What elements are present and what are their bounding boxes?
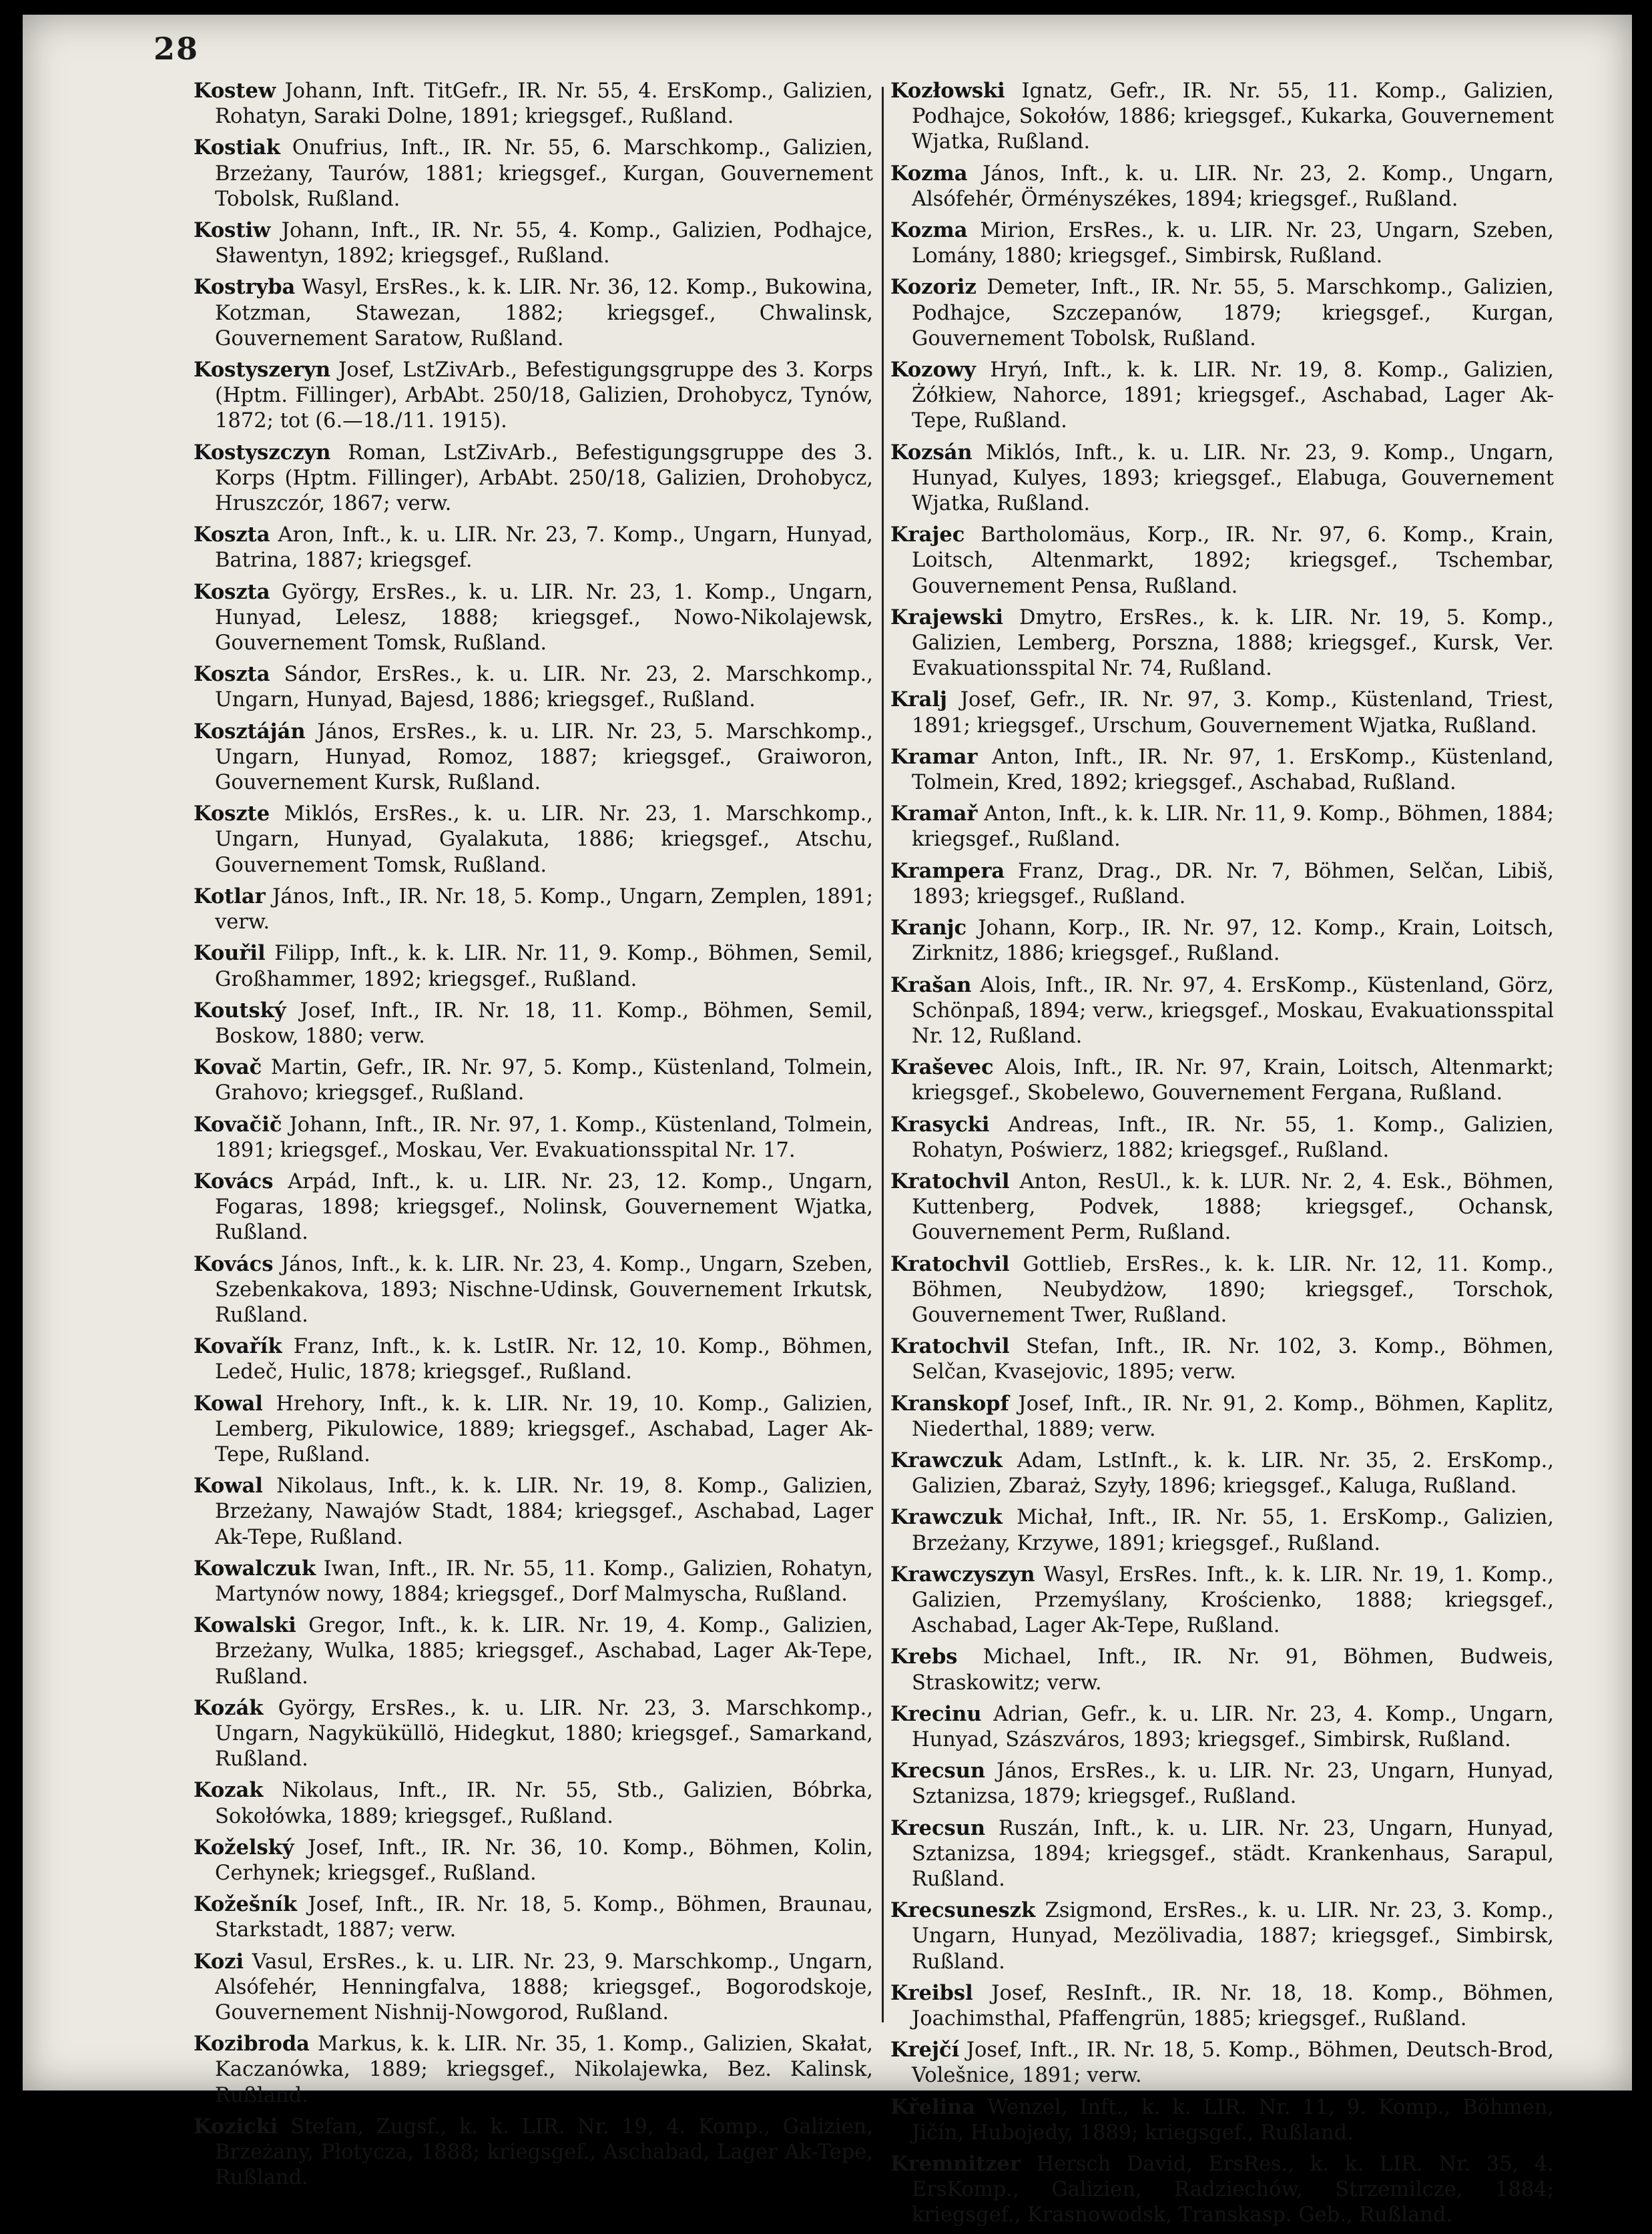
list-entry bbox=[194, 2114, 873, 2191]
entry-surname: Kowalczuk bbox=[194, 1556, 316, 1581]
list-entry bbox=[194, 661, 873, 713]
list-entry bbox=[890, 1562, 1554, 1639]
list-entry bbox=[890, 218, 1554, 269]
entry-details: Stefan, Zugsf., k. k. LIR. Nr. 19, 4. Komp., Galizien, Brzeżany, Płotycza, 1888; kriegsgef., Aschabad, Lager Ak-Tepe, Rußland. bbox=[215, 2115, 873, 2190]
entry-surname: Křelina bbox=[890, 2095, 976, 2119]
entry-details: János, Inft., k. k. LIR. Nr. 23, 4. Komp., Ungarn, Szeben, Szebenkakova, 1893; Nischne-Udinsk, Gouvernement Irkutsk, Rußland. bbox=[215, 1252, 873, 1327]
entry-surname: Krajec bbox=[890, 523, 965, 547]
entry-details: János, ErsRes., k. u. LIR. Nr. 23, Ungarn, Hunyad, Sztanizsa, 1879; kriegsgef., Rußland. bbox=[912, 1759, 1554, 1809]
entry-surname: Kreibsl bbox=[890, 1980, 973, 2005]
list-entry bbox=[194, 801, 873, 878]
entry-surname: Koszta bbox=[194, 579, 270, 604]
entry-surname: Kozma bbox=[890, 161, 968, 186]
entry-surname: Kostiak bbox=[194, 135, 280, 160]
entry-details: Hryń, Inft., k. k. LIR. Nr. 19, 8. Komp., Galizien, Żółkiew, Nahorce, 1891; kriegsgef., Aschabad, Lager Ak-Tepe, Rußland. bbox=[912, 358, 1554, 433]
entry-surname: Kosztáján bbox=[194, 719, 306, 744]
entry-surname: Kratochvil bbox=[890, 1251, 1010, 1276]
list-entry bbox=[890, 1701, 1554, 1753]
list-entry bbox=[890, 744, 1554, 796]
list-entry bbox=[890, 1055, 1554, 1106]
list-entry bbox=[194, 884, 873, 935]
entry-details: Vasul, ErsRes., k. u. LIR. Nr. 23, 9. Marschkomp., Ungarn, Alsófehér, Henningfalva, 1888; kriegsgef., Bogorodskoje, Gouvernement Nishnij-Nowgorod, Rußland. bbox=[215, 1950, 873, 2025]
entry-surname: Kostyszczyn bbox=[194, 440, 331, 465]
entry-details: János, Inft., k. u. LIR. Nr. 23, 2. Komp., Ungarn, Alsófehér, Örményszékes, 1894; kriegsgef., Rußland. bbox=[912, 162, 1554, 211]
list-entry bbox=[194, 1613, 873, 1690]
entry-surname: Kozma bbox=[890, 218, 968, 243]
list-entry bbox=[194, 579, 873, 657]
entry-details: Josef, Inft., IR. Nr. 18, 5. Komp., Böhmen, Braunau, Starkstadt, 1887; verw. bbox=[215, 1893, 873, 1942]
entry-details: Josef, Inft., IR. Nr. 18, 11. Komp., Böhmen, Semil, Boskow, 1880; verw. bbox=[215, 999, 873, 1048]
entry-details: Gregor, Inft., k. k. LIR. Nr. 19, 4. Komp., Galizien, Brzeżany, Wulka, 1885; kriegsgef., Aschabad, Lager Ak-Tepe, Rußland. bbox=[215, 1614, 873, 1689]
entry-details: György, ErsRes., k. u. LIR. Nr. 23, 1. Komp., Ungarn, Hunyad, Lelesz, 1888; kriegsgef., Nowo-Nikolajewsk, Gouvernement Tomsk, Rußland. bbox=[215, 580, 873, 655]
entry-details: Adam, LstInft., k. k. LIR. Nr. 35, 2. ErsKomp., Galizien, Zbaraż, Szyły, 1896; kriegsgef., Kaluga, Rußland. bbox=[912, 1448, 1554, 1498]
entry-surname: Kouřil bbox=[194, 941, 266, 966]
list-entry bbox=[890, 687, 1554, 738]
entry-details: Stefan, Inft., IR. Nr. 102, 3. Komp., Böhmen, Selčan, Kvasejovic, 1895; verw. bbox=[912, 1335, 1554, 1384]
list-entry bbox=[194, 522, 873, 573]
entry-details: Anton, Inft., IR. Nr. 97, 1. ErsKomp., Küstenland, Tolmein, Kred, 1892; kriegsgef., Aschabad, Rußland. bbox=[912, 745, 1554, 795]
entry-details: Demeter, Inft., IR. Nr. 55, 5. Marschkomp., Galizien, Podhajce, Szczepanów, 1879; kriegsgef., Kurgan, Gouvernement Tobolsk, Rußland. bbox=[912, 276, 1554, 350]
entry-surname: Koszta bbox=[194, 523, 270, 547]
entry-details: Alois, Inft., IR. Nr. 97, 4. ErsKomp., Küstenland, Görz, Schönpaß, 1894; verw., kriegsgef., Moskau, Evakuationsspital Nr. 12, Rußland. bbox=[912, 973, 1554, 1048]
entry-details: Josef, Inft., IR. Nr. 18, 5. Komp., Böhmen, Deutsch-Brod, Volešnice, 1891; verw. bbox=[912, 2038, 1554, 2088]
list-entry bbox=[890, 1644, 1554, 1695]
list-entry bbox=[890, 1391, 1554, 1442]
list-entry bbox=[890, 1758, 1554, 1809]
entry-surname: Kozoriz bbox=[890, 275, 977, 300]
list-entry bbox=[890, 972, 1554, 1050]
entry-surname: Koutský bbox=[194, 998, 286, 1023]
list-entry bbox=[890, 440, 1554, 517]
entry-surname: Krejčí bbox=[890, 2038, 960, 2062]
entry-details: Nikolaus, Inft., IR. Nr. 55, Stb., Galizien, Bóbrka, Sokołówka, 1889; kriegsgef., Rußland. bbox=[215, 1779, 873, 1828]
list-entry bbox=[194, 1835, 873, 1886]
list-entry bbox=[194, 1334, 873, 1385]
entry-surname: Koželský bbox=[194, 1835, 294, 1860]
list-entry bbox=[194, 1055, 873, 1106]
entry-details: Aron, Inft., k. u. LIR. Nr. 23, 7. Komp., Ungarn, Hunyad, Batrina, 1887; kriegsgef. bbox=[215, 523, 873, 573]
list-entry bbox=[194, 78, 873, 129]
entry-surname: Kostew bbox=[194, 79, 276, 103]
entry-details: Sándor, ErsRes., k. u. LIR. Nr. 23, 2. Marschkomp., Ungarn, Hunyad, Bajesd, 1886; kriegsgef., Rußland. bbox=[215, 663, 874, 712]
list-entry bbox=[194, 274, 873, 352]
column-divider bbox=[882, 87, 884, 2022]
entry-details: Nikolaus, Inft., k. k. LIR. Nr. 19, 8. Komp., Galizien, Brzeżany, Nawajów Stadt, 1884; kriegsgef., Aschabad, Lager Ak-Tepe, Rußland. bbox=[215, 1474, 873, 1549]
entry-details: Martin, Gefr., IR. Nr. 97, 5. Komp., Küstenland, Tolmein, Grahovo; kriegsgef., Rußland. bbox=[215, 1056, 873, 1105]
document-page bbox=[23, 15, 1632, 2227]
list-entry bbox=[890, 522, 1554, 599]
entry-surname: Kozsán bbox=[890, 440, 973, 465]
entry-details: Johann, Korp., IR. Nr. 97, 12. Komp., Krain, Loitsch, Zirknitz, 1886; kriegsgef., Rußland. bbox=[912, 916, 1554, 966]
entry-surname: Kranjc bbox=[890, 916, 967, 940]
entry-details: Andreas, Inft., IR. Nr. 55, 1. Komp., Galizien, Rohatyn, Poświerz, 1882; kriegsgef., Rußland. bbox=[912, 1113, 1554, 1162]
list-entry bbox=[194, 357, 873, 435]
list-entry bbox=[194, 940, 873, 992]
list-entry bbox=[890, 915, 1554, 966]
entry-surname: Krawczuk bbox=[890, 1505, 1003, 1530]
list-entry bbox=[890, 801, 1554, 852]
list-entry bbox=[194, 1251, 873, 1329]
entry-details: Adrian, Gefr., k. u. LIR. Nr. 23, 4. Komp., Ungarn, Hunyad, Szászváros, 1893; kriegsgef., Simbirsk, Rußland. bbox=[912, 1702, 1554, 1751]
entry-surname: Kozibroda bbox=[194, 2032, 310, 2056]
entry-details: Johann, Inft. TitGefr., IR. Nr. 55, 4. ErsKomp., Galizien, Rohatyn, Saraki Dolne, 1891; kriegsgef., Rußland. bbox=[215, 79, 873, 129]
entry-surname: Kozłowski bbox=[890, 79, 1005, 103]
entry-details: Johann, Inft., IR. Nr. 97, 1. Komp., Küstenland, Tolmein, 1891; kriegsgef., Moskau, Ver. Evakuationsspital Nr. 17. bbox=[215, 1113, 873, 1162]
entry-surname: Kožešník bbox=[194, 1892, 297, 1917]
entry-surname: Krasycki bbox=[890, 1112, 990, 1137]
entry-surname: Kratochvil bbox=[890, 1169, 1010, 1193]
list-entry bbox=[194, 1892, 873, 1943]
list-entry bbox=[890, 2095, 1554, 2146]
entry-surname: Kovač bbox=[194, 1055, 262, 1080]
entry-surname: Kozák bbox=[194, 1695, 264, 1720]
entry-details: Wasyl, ErsRes. Inft., k. k. LIR. Nr. 19, 1. Komp., Galizien, Przemyślany, Krościenko, 1888; kriegsgef., Aschabad, Lager Ak-Tepe, Rußland. bbox=[912, 1563, 1554, 1638]
list-entry bbox=[890, 1448, 1554, 1499]
list-entry bbox=[194, 1391, 873, 1468]
entry-details: Anton, Inft., k. k. LIR. Nr. 11, 9. Komp., Böhmen, 1884; kriegsgef., Rußland. bbox=[912, 802, 1555, 852]
entry-surname: Krecsuneszk bbox=[890, 1898, 1036, 1923]
entry-surname: Krecsun bbox=[890, 1816, 986, 1840]
entry-details: Josef, Gefr., IR. Nr. 97, 3. Komp., Küstenland, Triest, 1891; kriegsgef., Urschum, Gouvernement Wjatka, Rußland. bbox=[912, 688, 1554, 738]
entry-details: Anton, ResUl., k. k. LUR. Nr. 2, 4. Esk., Böhmen, Kuttenberg, Podvek, 1888; kriegsgef., Ochansk, Gouvernement Perm, Rußland. bbox=[912, 1169, 1555, 1245]
entry-surname: Kramař bbox=[890, 802, 978, 826]
entry-details: János, ErsRes., k. u. LIR. Nr. 23, 5. Marschkomp., Ungarn, Hunyad, Romoz, 1887; kriegsgef., Graiworon, Gouvernement Kursk, Rußland. bbox=[215, 720, 873, 795]
entry-details: Roman, LstZivArb., Befestigungsgruppe des 3. Korps (Hptm. Fillinger), ArbAbt. 250/18, Galizien, Drohobycz, Hruszczór, 1867; verw. bbox=[215, 441, 873, 516]
entry-surname: Koszta bbox=[194, 662, 270, 687]
entry-details: Zsigmond, ErsRes., k. u. LIR. Nr. 23, 3. Komp., Ungarn, Hunyad, Mezölivadia, 1887; kriegsgef., Simbirsk, Rußland. bbox=[912, 1899, 1554, 1974]
entry-details: Wenzel, Inft., k. k. LIR. Nr. 11, 9. Komp., Böhmen, Jičín, Hubojedy, 1889; kriegsgef., Rußland. bbox=[912, 2095, 1554, 2145]
entry-details: Josef, Inft., IR. Nr. 91, 2. Komp., Böhmen, Kaplitz, Niederthal, 1889; verw. bbox=[912, 1392, 1554, 1441]
entry-details: Johann, Inft., IR. Nr. 55, 4. Komp., Galizien, Podhajce, Sławentyn, 1892; kriegsgef., Rußland. bbox=[215, 219, 873, 268]
list-entry bbox=[194, 1949, 873, 2026]
entry-details: Markus, k. k. LIR. Nr. 35, 1. Komp., Galizien, Skałat, Kaczanówka, 1889; kriegsgef., Nikolajewka, Bez. Kalinsk, Rußland. bbox=[215, 2032, 873, 2107]
entry-details: Miklós, Inft., k. u. LIR. Nr. 23, 9. Komp., Ungarn, Hunyad, Kulyes, 1893; kriegsgef., Elabuga, Gouvernement Wjatka, Rußland. bbox=[912, 441, 1554, 516]
entry-surname: Koszte bbox=[194, 802, 270, 826]
list-entry bbox=[890, 1169, 1554, 1246]
list-entry bbox=[890, 274, 1554, 352]
entry-surname: Kramar bbox=[890, 744, 978, 769]
list-entry bbox=[194, 2031, 873, 2109]
entry-details: Franz, Drag., DR. Nr. 7, Böhmen, Selčan, Libiš, 1893; kriegsgef., Rußland. bbox=[912, 859, 1554, 908]
entry-details: Filipp, Inft., k. k. LIR. Nr. 11, 9. Komp., Böhmen, Semil, Großhammer, 1892; kriegsgef., Rußland. bbox=[215, 942, 873, 991]
list-entry bbox=[890, 1112, 1554, 1163]
list-entry bbox=[194, 998, 873, 1049]
entry-details: Gottlieb, ErsRes., k. k. LIR. Nr. 12, 11. Komp., Böhmen, Neubydżow, 1890; kriegsgef., Torschok, Gouvernement Twer, Rußland. bbox=[912, 1252, 1555, 1327]
entry-details: Josef, ResInft., IR. Nr. 18, 18. Komp., Böhmen, Joachimsthal, Pfaffengrün, 1885; kriegsgef., Rußland. bbox=[912, 1981, 1554, 2031]
entry-details: Miklós, ErsRes., k. u. LIR. Nr. 23, 1. Marschkomp., Ungarn, Hunyad, Gyalakuta, 1886; kriegsgef., Atschu, Gouvernement Tomsk, Rußland. bbox=[215, 802, 873, 877]
entry-surname: Kranskopf bbox=[890, 1391, 1009, 1416]
entry-surname: Kralj bbox=[890, 687, 947, 712]
list-entry bbox=[194, 1473, 873, 1551]
entry-surname: Kozak bbox=[194, 1778, 264, 1803]
list-entry bbox=[890, 2151, 1554, 2229]
entry-surname: Kostiw bbox=[194, 218, 271, 243]
entry-surname: Krawczyszyn bbox=[890, 1562, 1035, 1587]
entry-details: Onufrius, Inft., IR. Nr. 55, 6. Marschkomp., Galizien, Brzeżany, Taurów, 1881; kriegsgef., Kurgan, Gouvernement Tobolsk, Rußland. bbox=[215, 136, 873, 211]
entry-details: Hrehory, Inft., k. k. LIR. Nr. 19, 10. Komp., Galizien, Lemberg, Pikulowice, 1889; kriegsgef., Aschabad, Lager Ak-Tepe, Rußland. bbox=[215, 1392, 873, 1466]
list-entry bbox=[890, 2037, 1554, 2088]
entry-details: Dmytro, ErsRes., k. k. LIR. Nr. 19, 5. Komp., Galizien, Lemberg, Porszna, 1888; kriegsgef., Kursk, Ver. Evakuationsspital Nr. 74, Rußland. bbox=[912, 605, 1555, 681]
entry-details: Josef, LstZivArb., Befestigungsgruppe des 3. Korps (Hptm. Fillinger), ArbAbt. 250/18, Galizien, Drohobycz, Tynów, 1872; tot (6.—18./11. 1915). bbox=[215, 358, 874, 433]
entry-surname: Krampera bbox=[890, 858, 1005, 883]
list-entry bbox=[194, 1556, 873, 1607]
list-entry bbox=[890, 1816, 1554, 1893]
list-entry bbox=[194, 218, 873, 269]
entry-details: Ruszán, Inft., k. u. LIR. Nr. 23, Ungarn, Hunyad, Sztanizsa, 1894; kriegsgef., städt. Krankenhaus, Sarapul, Rußland. bbox=[912, 1816, 1555, 1891]
entry-details: Ignatz, Gefr., IR. Nr. 55, 11. Komp., Galizien, Podhajce, Sokołów, 1886; kriegsgef., Kukarka, Gouvernement Wjatka, Rußland. bbox=[912, 79, 1554, 154]
list-entry bbox=[194, 440, 873, 517]
entry-details: Iwan, Inft., IR. Nr. 55, 11. Komp., Galizien, Rohatyn, Martynów nowy, 1884; kriegsgef., Dorf Malmyscha, Rußland. bbox=[215, 1557, 874, 1606]
entry-surname: Kostryba bbox=[194, 275, 296, 300]
entry-surname: Kowalski bbox=[194, 1613, 296, 1638]
entry-details: Franz, Inft., k. k. LstIR. Nr. 12, 10. Komp., Böhmen, Ledeč, Hulic, 1878; kriegsgef., Rußland. bbox=[215, 1335, 873, 1384]
entry-surname: Kostyszeryn bbox=[194, 358, 331, 382]
entry-details: Michał, Inft., IR. Nr. 55, 1. ErsKomp., Galizien, Brzeżany, Krzywe, 1891; kriegsgef., Rußland. bbox=[912, 1506, 1554, 1555]
entry-surname: Kowal bbox=[194, 1474, 263, 1498]
entry-surname: Kotlar bbox=[194, 884, 266, 908]
entry-details: Bartholomäus, Korp., IR. Nr. 97, 6. Komp., Krain, Loitsch, Altenmarkt, 1892; kriegsgef., Tschembar, Gouvernement Pensa, Rußland. bbox=[912, 523, 1554, 598]
list-entry bbox=[194, 1112, 873, 1163]
entry-surname: Krašan bbox=[890, 972, 972, 997]
entry-details: Arpád, Inft., k. u. LIR. Nr. 23, 12. Komp., Ungarn, Fogaras, 1898; kriegsgef., Nolinsk, Gouvernement Wjatka, Rußland. bbox=[215, 1169, 873, 1245]
entry-surname: Krajewski bbox=[890, 605, 1003, 629]
entry-surname: Kovács bbox=[194, 1251, 274, 1276]
entry-surname: Kowal bbox=[194, 1391, 263, 1416]
list-entry bbox=[194, 135, 873, 212]
list-entry bbox=[890, 1980, 1554, 2032]
page-number: 28 bbox=[154, 31, 200, 67]
entry-surname: Krebs bbox=[890, 1645, 958, 1669]
entry-surname: Kremnitzer bbox=[890, 2152, 1021, 2177]
list-entry bbox=[194, 1169, 873, 1246]
entry-surname: Krecinu bbox=[890, 1701, 982, 1726]
entry-details: Michael, Inft., IR. Nr. 91, Böhmen, Budweis, Straskowitz; verw. bbox=[912, 1645, 1554, 1695]
left-column bbox=[194, 78, 873, 2196]
list-entry bbox=[194, 1695, 873, 1773]
list-entry bbox=[890, 1334, 1554, 1385]
list-entry bbox=[890, 1504, 1554, 1556]
list-entry bbox=[890, 858, 1554, 910]
list-entry bbox=[890, 1251, 1554, 1329]
list-entry bbox=[890, 1898, 1554, 1975]
entry-surname: Kovařík bbox=[194, 1334, 282, 1359]
entry-details: Alois, Inft., IR. Nr. 97, Krain, Loitsch, Altenmarkt; kriegsgef., Skobelewo, Gouvernement Fergana, Rußland. bbox=[912, 1056, 1554, 1105]
entry-surname: Kozi bbox=[194, 1949, 244, 1974]
entry-surname: Kratochvil bbox=[890, 1334, 1010, 1359]
entry-surname: Kozowy bbox=[890, 358, 976, 382]
entry-details: Wasyl, ErsRes., k. k. LIR. Nr. 36, 12. Komp., Bukowina, Kotzman, Stawezan, 1882; kriegsgef., Chwalinsk, Gouvernement Saratow, Rußland. bbox=[215, 276, 873, 350]
list-entry bbox=[194, 719, 873, 796]
entry-details: Mirion, ErsRes., k. u. LIR. Nr. 23, Ungarn, Szeben, Lomány, 1880; kriegsgef., Simbirsk, Rußland. bbox=[912, 219, 1554, 268]
entry-surname: Kraševec bbox=[890, 1055, 994, 1080]
entry-surname: Krecsun bbox=[890, 1759, 986, 1783]
entry-surname: Kovačič bbox=[194, 1112, 282, 1137]
list-entry bbox=[890, 78, 1554, 156]
list-entry bbox=[890, 161, 1554, 212]
entry-surname: Kovács bbox=[194, 1169, 274, 1193]
entry-details: Hersch David, ErsRes., k. k. LIR. Nr. 35, 4. ErsKomp., Galizien, Radziechów, Strzemilcze, 1884; kriegsgef., Krasnowodsk, Transkasp. Geb., Rußland. bbox=[912, 2153, 1554, 2227]
entry-details: Josef, Inft., IR. Nr. 36, 10. Komp., Böhmen, Kolin, Cerhynek; kriegsgef., Rußland. bbox=[215, 1836, 873, 1885]
entry-details: János, Inft., IR. Nr. 18, 5. Komp., Ungarn, Zemplen, 1891; verw. bbox=[215, 884, 874, 934]
entry-surname: Kozicki bbox=[194, 2114, 278, 2139]
right-column bbox=[890, 78, 1554, 2234]
entry-surname: Krawczuk bbox=[890, 1448, 1003, 1472]
list-entry bbox=[890, 357, 1554, 435]
entry-details: György, ErsRes., k. u. LIR. Nr. 23, 3. Marschkomp., Ungarn, Nagyküküllö, Hidegkut, 1880; kriegsgef., Samarkand, Rußland. bbox=[215, 1696, 873, 1771]
list-entry bbox=[890, 605, 1554, 682]
list-entry bbox=[194, 1777, 873, 1829]
